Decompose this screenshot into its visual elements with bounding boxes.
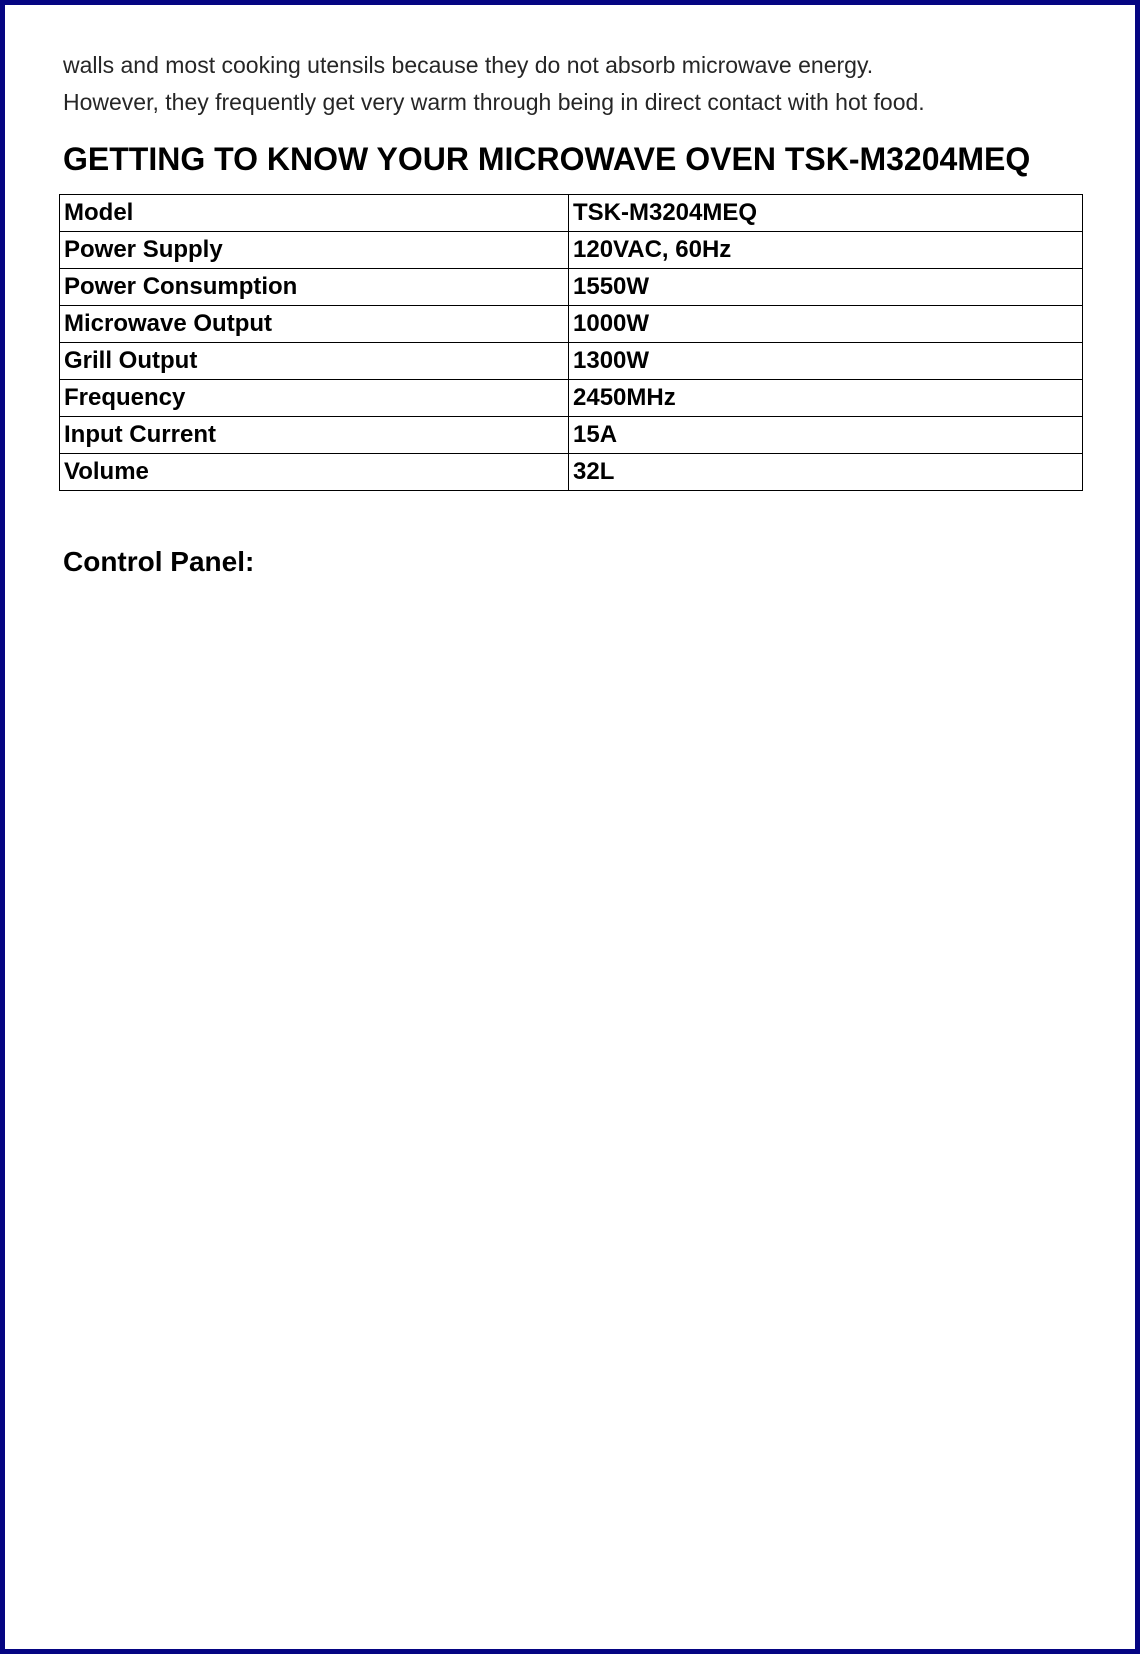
spec-value: 1550W	[569, 269, 1083, 306]
table-row	[60, 195, 1083, 232]
spec-label: Frequency	[60, 380, 569, 417]
spec-value: 120VAC, 60Hz	[569, 232, 1083, 269]
spec-value: 15A	[569, 417, 1083, 454]
intro-line-2: However, they frequently get very warm through being in direct contact with hot food.	[63, 89, 925, 115]
spec-label: Grill Output	[60, 343, 569, 380]
spec-value: TSK-M3204MEQ	[569, 195, 1083, 232]
spec-label: Model	[60, 195, 569, 232]
table-row	[60, 380, 1083, 417]
table-row	[60, 269, 1083, 306]
intro-paragraph	[63, 47, 1083, 121]
spec-value: 1000W	[569, 306, 1083, 343]
intro-line-1: walls and most cooking utensils because they do not absorb microwave energy.	[63, 52, 874, 78]
spec-value: 1300W	[569, 343, 1083, 380]
table-row	[60, 417, 1083, 454]
spec-label: Input Current	[60, 417, 569, 454]
spec-table	[59, 194, 1083, 491]
spec-label: Power Supply	[60, 232, 569, 269]
table-row	[60, 232, 1083, 269]
spec-label: Volume	[60, 454, 569, 491]
spec-label: Power Consumption	[60, 269, 569, 306]
section-title: GETTING TO KNOW YOUR MICROWAVE OVEN TSK-M3204MEQ	[63, 141, 1031, 177]
table-row	[60, 454, 1083, 491]
control-panel-title: Control Panel:	[63, 546, 255, 577]
table-row	[60, 306, 1083, 343]
spec-value: 2450MHz	[569, 380, 1083, 417]
spec-label: Microwave Output	[60, 306, 569, 343]
spec-value: 32L	[569, 454, 1083, 491]
table-row	[60, 343, 1083, 380]
